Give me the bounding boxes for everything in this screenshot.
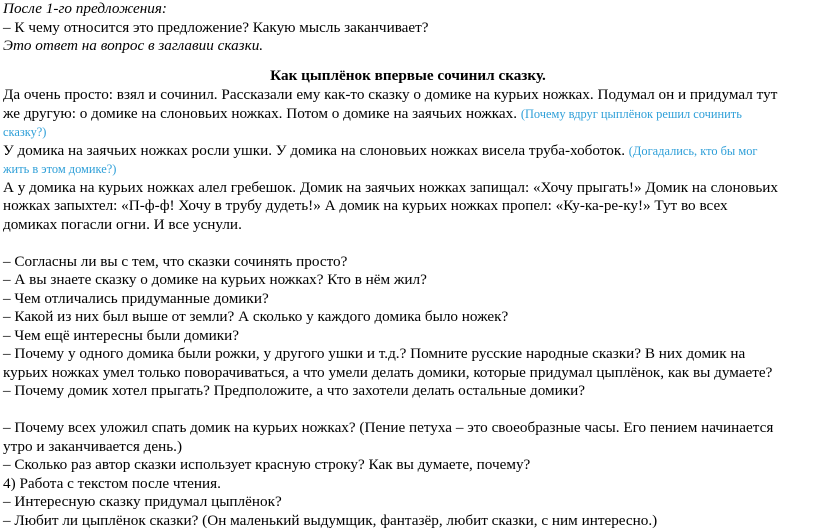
- question-list-2: [3, 419, 813, 530]
- teacher-note: жить в этом домике?): [3, 162, 116, 176]
- question-line: – Почему всех уложил спать домик на курьих ножках? (Пение петуха – это своеобразные часы. Его пением начинается: [3, 419, 813, 438]
- story-line: [3, 142, 813, 161]
- story-text: [3, 86, 813, 234]
- question-line: – Почему домик хотел прыгать? Предположите, а что захотели делать остальные домики?: [3, 382, 813, 401]
- question-line: – Интересную сказку придумал цыплёнок?: [3, 493, 813, 512]
- question-line: – Какой из них был выше от земли? А сколько у каждого домика было ножек?: [3, 308, 813, 327]
- story-text-span: же другую: о домике на слоновьих ножках. Потом о домике на заячьих ножках.: [3, 105, 517, 122]
- story-text-span: У домика на заячьих ножках росли ушки. У домика на слоновьих ножках висела труба-хоботок.: [3, 142, 625, 159]
- question-line: – Сколько раз автор сказки использует красную строку? Как вы думаете, почему?: [3, 456, 813, 475]
- question-line: – Почему у одного домика были рожки, у другого ушки и т.д.? Помните русские народные сказки? В них домик на: [3, 345, 813, 364]
- story-line: ножках запыхтел: «П-ф-ф! Хочу в трубу дудеть!» А домик на курьих ножках пропел: «Ку-ка-ре-ку!» Тут во всех: [3, 197, 813, 216]
- intro-answer: Это ответ на вопрос в заглавии сказки.: [3, 37, 813, 56]
- teacher-note: (Почему вдруг цыплёнок решил сочинить: [521, 107, 742, 121]
- story-line: [3, 160, 813, 179]
- spacer: [3, 401, 813, 420]
- intro-question: – К чему относится это предложение? Какую мысль заканчивает?: [3, 19, 813, 38]
- question-line: курьих ножках умел только поворачиваться, а что умели делать домики, которые придумал цыплёнок, как вы думаете?: [3, 364, 813, 383]
- question-line: – А вы знаете сказку о домике на курьих ножках? Кто в нём жил?: [3, 271, 813, 290]
- question-line: – Чем ещё интересны были домики?: [3, 327, 813, 346]
- teacher-note: (Догадались, кто бы мог: [629, 144, 758, 158]
- question-line: – Любит ли цыплёнок сказки? (Он маленький выдумщик, фантазёр, любит сказки, с ним интересно.): [3, 512, 813, 530]
- question-line: утро и заканчивается день.): [3, 438, 813, 457]
- story-title: Как цыплёнок впервые сочинил сказку.: [3, 67, 813, 86]
- story-line: [3, 123, 813, 142]
- question-line: – Чем отличались придуманные домики?: [3, 290, 813, 309]
- spacer: [3, 234, 813, 253]
- teacher-note: сказку?): [3, 125, 46, 139]
- story-line: [3, 105, 813, 124]
- question-list: [3, 253, 813, 401]
- story-line: Да очень просто: взял и сочинил. Рассказали ему как-то сказку о домике на курьих ножках. Подумал он и придумал тут: [3, 86, 813, 105]
- story-line: домиках погасли огни. И все уснули.: [3, 216, 813, 235]
- story-line: А у домика на курьих ножках алел гребешок. Домик на заячьих ножках запищал: «Хочу прыгать!» Домик на слоновьих: [3, 179, 813, 198]
- question-line: – Согласны ли вы с тем, что сказки сочинять просто?: [3, 253, 813, 272]
- intro-heading: После 1-го предложения:: [3, 0, 813, 19]
- section-heading: 4) Работа с текстом после чтения.: [3, 475, 813, 494]
